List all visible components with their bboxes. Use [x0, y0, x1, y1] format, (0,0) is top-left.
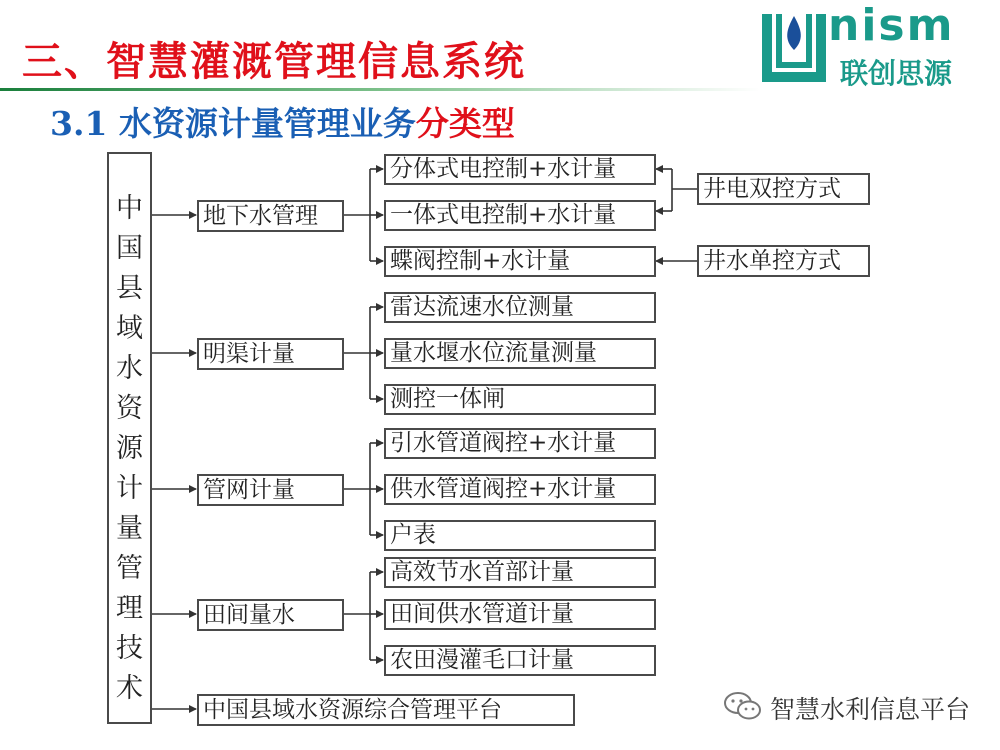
root-char: 技: [116, 633, 143, 664]
item-butterfly-valve-control: 蝶阀控制+水计量: [384, 246, 656, 277]
item-integrated-gate: 测控一体闸: [384, 384, 656, 415]
subtitle-highlight: 分类型: [415, 104, 515, 143]
root-char: 源: [116, 433, 143, 464]
item-flood-irrigation-outlet: 农田漫灌毛口计量: [384, 645, 656, 676]
item-supply-pipe-valve: 供水管道阀控+水计量: [384, 474, 656, 505]
root-char: 术: [116, 673, 143, 704]
logo-wordmark: nism: [828, 0, 955, 51]
item-weir-level-flow: 量水堰水位流量测量: [384, 338, 656, 369]
category-channel: 明渠计量: [197, 338, 344, 370]
watermark-text: 智慧水利信息平台: [770, 695, 971, 724]
category-groundwater: 地下水管理: [197, 200, 344, 232]
item-efficient-irrigation-head: 高效节水首部计量: [384, 557, 656, 588]
root-char: 水: [116, 353, 143, 384]
item-intake-pipe-valve: 引水管道阀控+水计量: [384, 428, 656, 459]
root-char: 资: [116, 393, 143, 424]
item-integrated-electric-control: 一体式电控制+水计量: [384, 200, 656, 231]
mode-well-electric-dual: 井电双控方式: [697, 173, 870, 205]
root-char: 中: [116, 193, 143, 224]
item-radar-velocity-level: 雷达流速水位测量: [384, 292, 656, 323]
item-split-electric-control: 分体式电控制+水计量: [384, 154, 656, 185]
root-char: 管: [116, 553, 143, 584]
category-platform: 中国县域水资源综合管理平台: [197, 694, 575, 726]
root-char: 县: [116, 273, 143, 304]
root-char: 计: [116, 473, 143, 504]
page-title: 三、智慧灌溉管理信息系统: [22, 39, 526, 85]
mode-well-water-single: 井水单控方式: [697, 245, 870, 277]
root-char: 国: [116, 233, 143, 264]
category-field: 田间量水: [197, 599, 344, 631]
section-number: 3.1: [50, 104, 108, 143]
subtitle-main: 水资源计量管理业务: [118, 104, 416, 143]
item-field-supply-pipe: 田间供水管道计量: [384, 599, 656, 630]
root-char: 量: [116, 513, 143, 544]
category-pipe-network: 管网计量: [197, 474, 344, 506]
root-char: 域: [116, 313, 143, 344]
logo-chinese-name: 联创思源: [840, 57, 953, 90]
root-technology-box: [107, 152, 152, 724]
wechat-icon: [722, 690, 764, 722]
item-household-meter: 户表: [384, 520, 656, 551]
root-char: 理: [116, 593, 143, 624]
